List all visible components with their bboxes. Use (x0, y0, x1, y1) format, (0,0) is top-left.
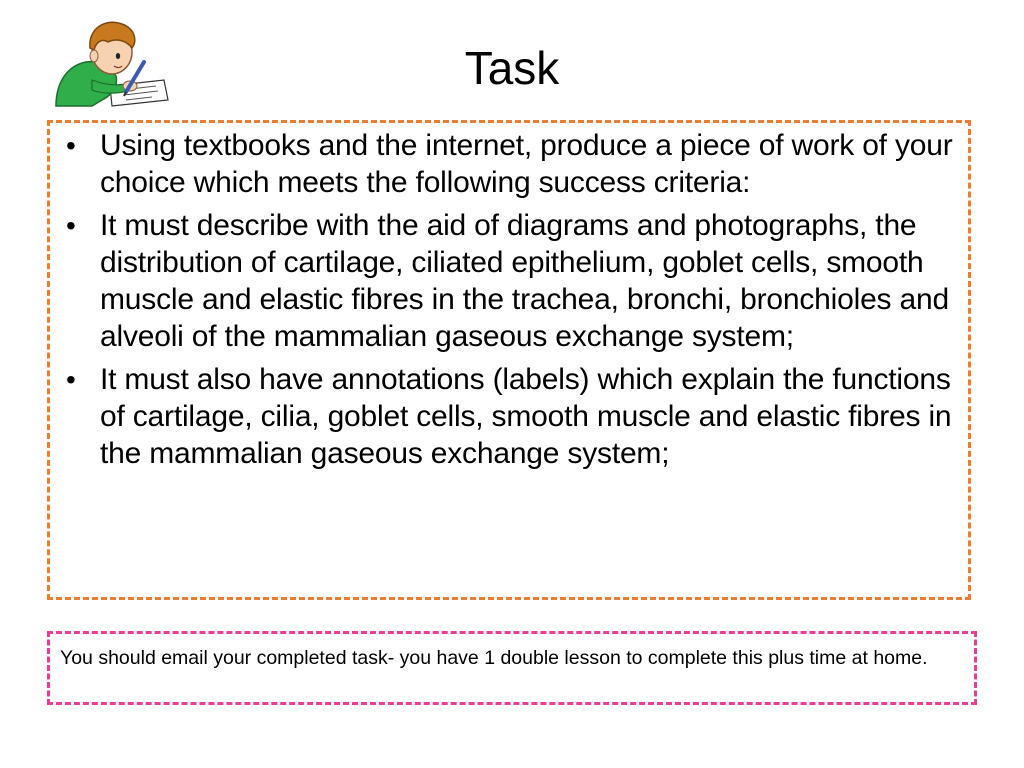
task-bullet-text: Using textbooks and the internet, produce a piece of work of your choice which meets the following success criteria: (100, 129, 953, 199)
task-box (47, 120, 971, 600)
bullet-dot-icon: • (66, 130, 76, 161)
task-bullet-item (58, 127, 960, 201)
slide-title: Task (464, 42, 560, 94)
task-bullet-item (58, 207, 960, 355)
task-bullet-text: It must describe with the aid of diagrams and photographs, the distribution of cartilage, ciliated epithelium, goblet cells, smooth muscle and elastic fibres in the trachea, bronchi, bronchioles and alveoli of the mammalian gaseous exchange system; (100, 209, 949, 353)
bullet-dot-icon: • (66, 210, 76, 241)
task-bullet-text: It must also have annotations (labels) which explain the functions of cartilage, cilia, goblet cells, smooth muscle and elastic fibres in the mammalian gaseous exchange system; (100, 363, 952, 470)
task-bullet-list (58, 127, 960, 472)
bullet-dot-icon: • (66, 364, 76, 395)
task-bullet-item (58, 361, 960, 472)
note-box (47, 631, 977, 705)
note-text: You should email your completed task- you have 1 double lesson to complete this plus time at home. (60, 647, 928, 669)
